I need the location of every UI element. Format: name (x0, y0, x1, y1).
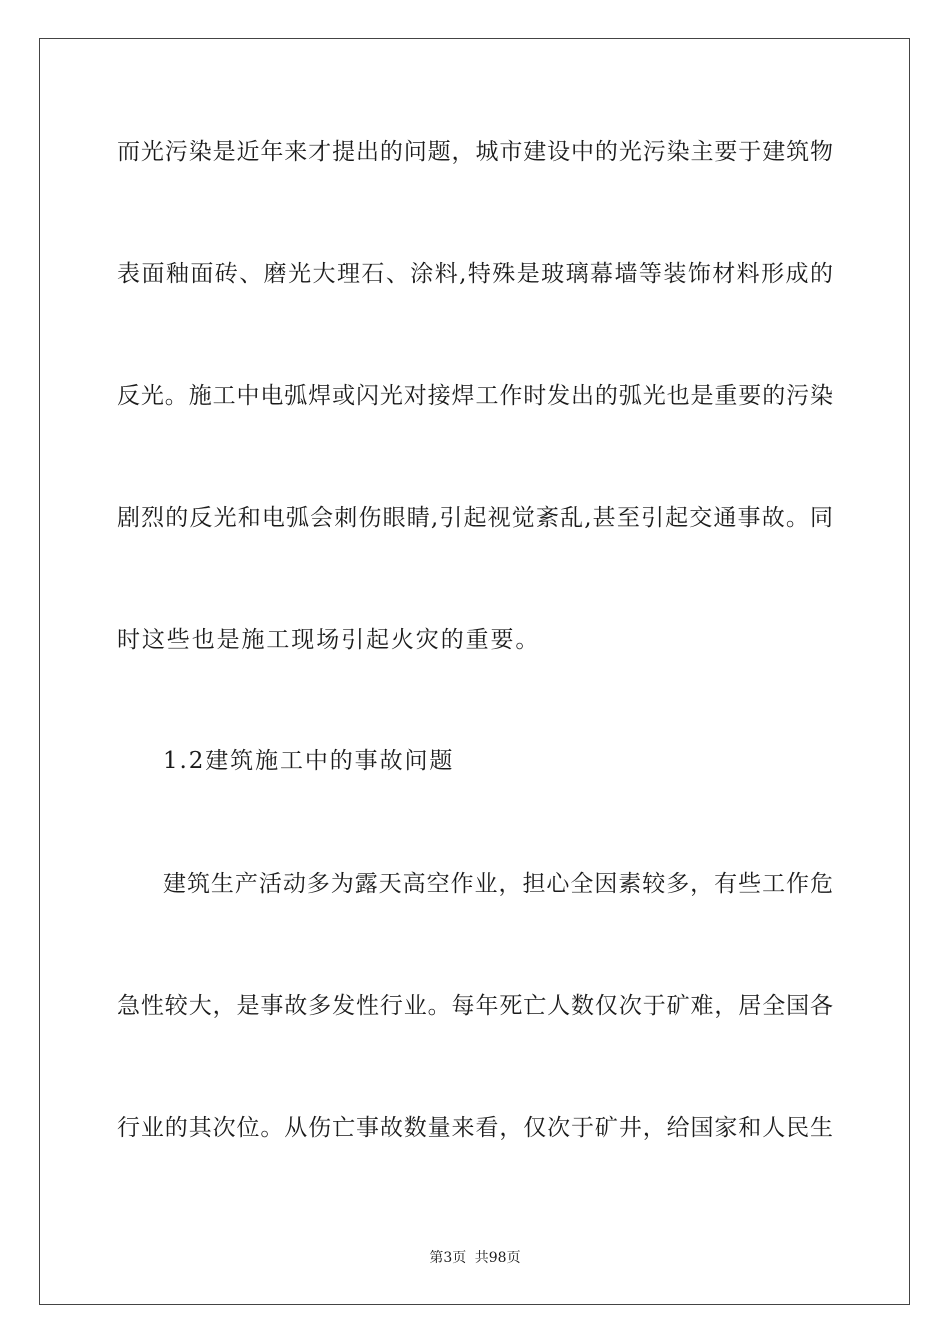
paragraph-line-4: 剧烈的反光和电弧会刺伤眼睛,引起视觉紊乱,甚至引起交通事故。同 (117, 505, 833, 531)
section-heading: 1.2建筑施工中的事故问题 (163, 748, 455, 774)
page-footer (0, 1247, 950, 1267)
paragraph-line-1: 而光污染是近年来才提出的问题，城市建设中的光污染主要于建筑物 (117, 139, 833, 165)
paragraph-line-6: 建筑生产活动多为露天高空作业，担心全因素较多，有些工作危 (163, 871, 833, 897)
paragraph-line-3: 反光。施工中电弧焊或闪光对接焊工作时发出的弧光也是重要的污染 (117, 383, 833, 409)
paragraph-line-2: 表面釉面砖、磨光大理石、涂料,特殊是玻璃幕墙等装饰材料形成的 (117, 261, 833, 287)
paragraph-line-7: 急性较大，是事故多发性行业。每年死亡人数仅次于矿难，居全国各 (117, 993, 833, 1019)
paragraph-line-8: 行业的其次位。从伤亡事故数量来看，仅次于矿井，给国家和人民生 (117, 1115, 833, 1141)
paragraph-line-5: 时这些也是施工现场引起火灾的重要。 (117, 627, 541, 653)
page-number: 第3页 (429, 1250, 467, 1266)
total-pages: 共98页 (474, 1250, 521, 1266)
